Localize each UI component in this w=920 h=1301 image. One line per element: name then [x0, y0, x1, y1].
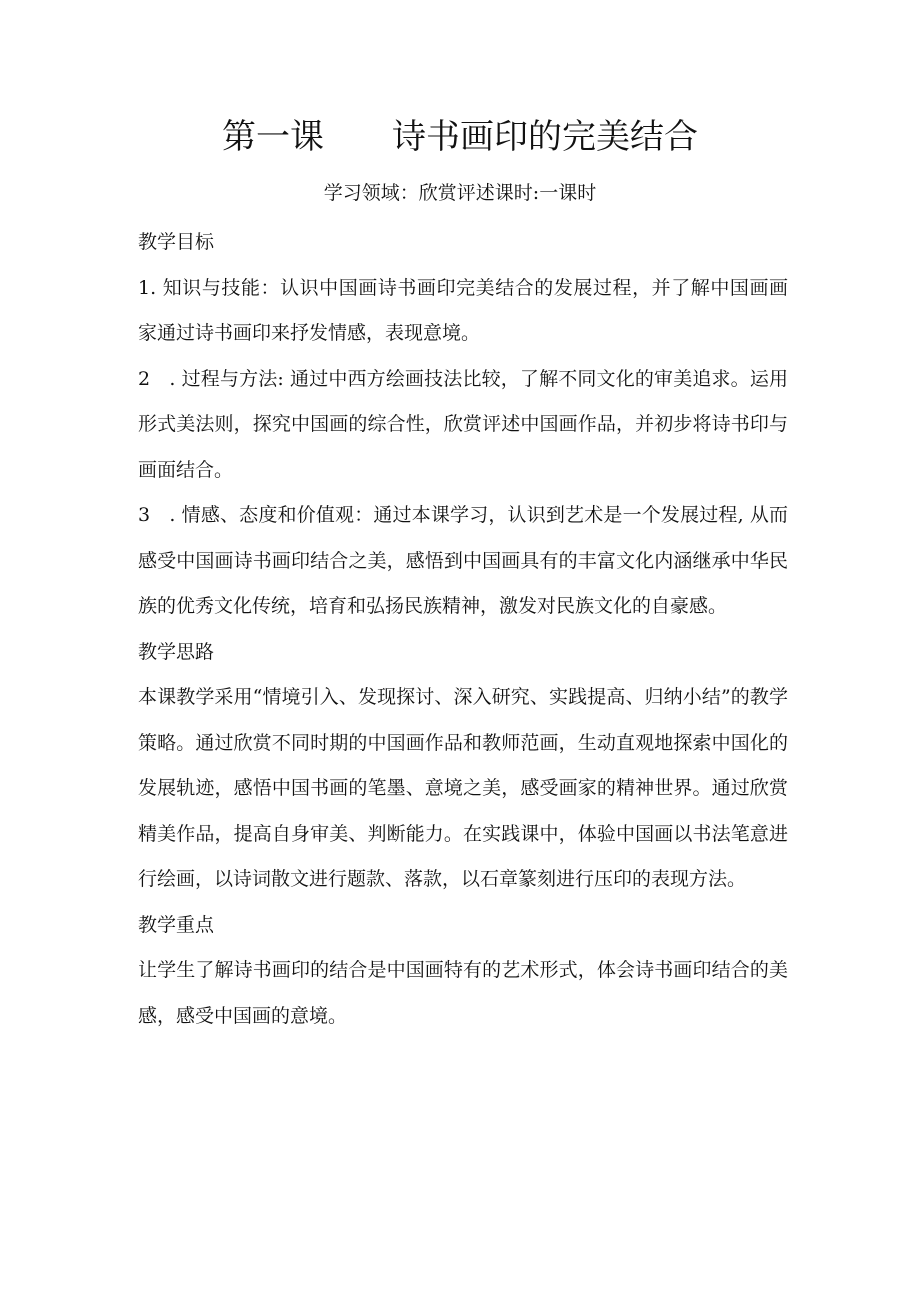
- goal-knowledge-skills: 1. 知识与技能：认识中国画诗书画印完美结合的发展过程，并了解中国画画家通过诗书画印来抒发情感，表现意境。: [138, 276, 788, 344]
- section-heading: 教学思路: [138, 640, 215, 663]
- section-teaching-goals: [138, 220, 788, 630]
- section-heading: 教学重点: [138, 913, 215, 936]
- focus-paragraph: 让学生了解诗书画印的结合是中国画特有的艺术形式，体会诗书画印结合的美感，感受中国画的意境。: [138, 959, 788, 1027]
- section-heading: 教学目标: [138, 231, 215, 253]
- goal-process-methods: 2 . 过程与方法: 通过中西方绘画技法比较，了解不同文化的审美追求。运用形式美法则，探究中国画的综合性，欣赏评述中国画作品，并初步将诗书印与画面结合。: [138, 367, 788, 481]
- page-title: 第一课 诗书画印的完美结合: [222, 117, 698, 157]
- page-subtitle: 学习领域：欣赏评述课时:一课时: [323, 182, 597, 204]
- approach-paragraph: 本课教学采用“情境引入、发现探讨、深入研究、实践提高、归纳小结”的教学策略。通过欣赏不同时期的中国画作品和教师范画，生动直观地探索中国化的发展轨迹，感悟中国书画的笔墨、意境之美，感受画家的精神世界。通过欣赏精美作品，提高自身审美、判断能力。在实践课中，体验中国画以书法笔意进行绘画，以诗词散文进行题款、落款，以石章篆刻进行压印的表现方法。: [138, 686, 788, 890]
- section-teaching-approach: [138, 630, 788, 903]
- document-body: [138, 220, 788, 1039]
- goal-emotion-values: 3 . 情感、态度和价值观：通过本课学习，认识到艺术是一个发展过程, 从而感受中国画诗书画印结合之美，感悟到中国画具有的丰富文化内涵继承中华民族的优秀文化传统，培育和弘扬民族精神，激发对民族文化的自豪感。: [138, 504, 788, 617]
- section-teaching-focus: [138, 903, 788, 1040]
